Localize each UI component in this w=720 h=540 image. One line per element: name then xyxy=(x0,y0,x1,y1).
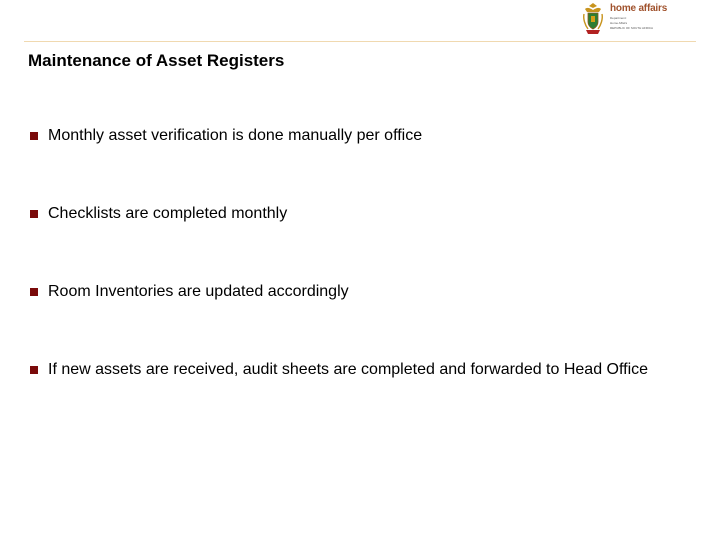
coat-of-arms-icon xyxy=(582,2,604,36)
logo-sub-line: Department: xyxy=(610,16,627,20)
logo-subtitle xyxy=(610,16,653,31)
bullet-text: If new assets are received, audit sheets are completed and forwarded to Head Office xyxy=(48,361,649,378)
logo-sub-line: Home Affairs xyxy=(610,21,628,25)
logo-name: home affairs xyxy=(610,3,668,14)
square-bullet-icon xyxy=(30,210,38,218)
bullet-text: Checklists are completed monthly xyxy=(48,205,288,222)
slide-title: Maintenance of Asset Registers xyxy=(28,51,285,70)
logo-sub-line: REPUBLIC OF SOUTH AFRICA xyxy=(610,26,654,30)
header-divider xyxy=(24,41,696,42)
square-bullet-icon xyxy=(30,132,38,140)
bullet-text: Monthly asset verification is done manually per office xyxy=(48,127,423,144)
home-affairs-logo xyxy=(582,2,678,38)
square-bullet-icon xyxy=(30,366,38,374)
bullet-text: Room Inventories are updated accordingly xyxy=(48,283,349,300)
square-bullet-icon xyxy=(30,288,38,296)
